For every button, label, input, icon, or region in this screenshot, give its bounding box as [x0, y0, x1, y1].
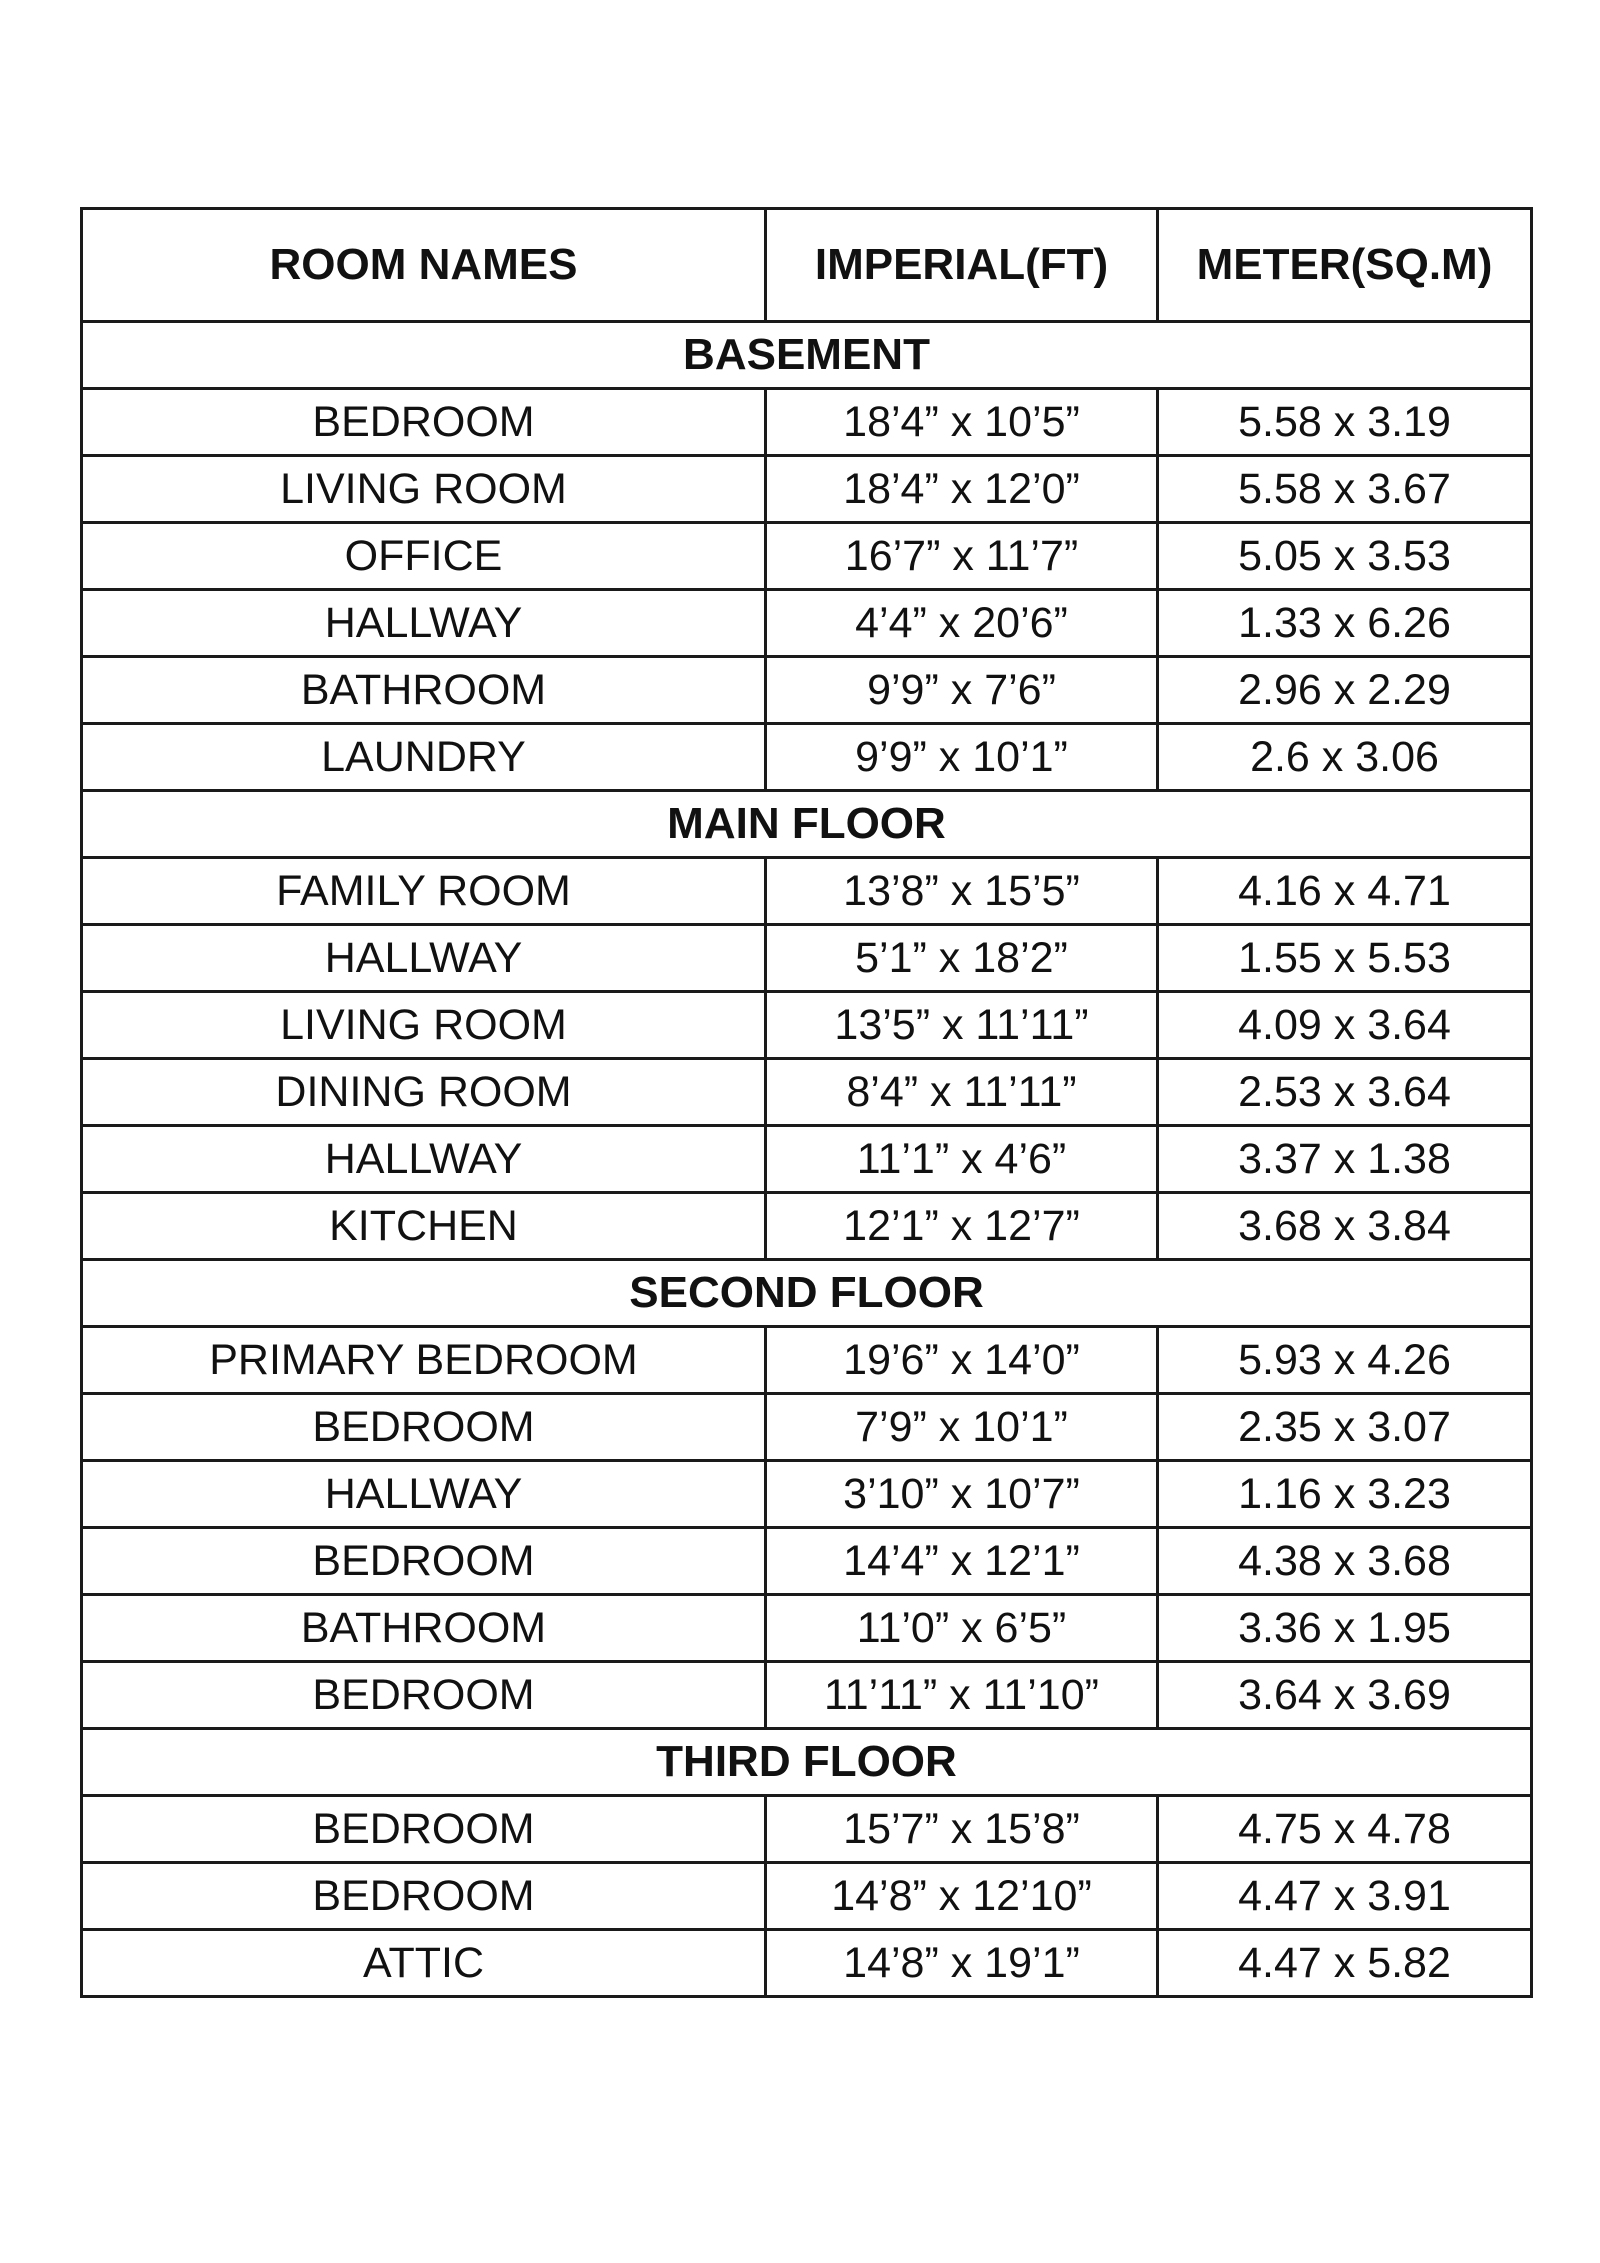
room-name-cell: DINING ROOM [82, 1059, 766, 1126]
table-row [82, 389, 1532, 456]
metric-cell: 2.35 x 3.07 [1158, 1394, 1532, 1461]
metric-cell: 5.93 x 4.26 [1158, 1327, 1532, 1394]
header-room-names: ROOM NAMES [82, 209, 766, 322]
header-metric: METER(SQ.M) [1158, 209, 1532, 322]
imperial-cell: 14’8” x 12’10” [766, 1863, 1158, 1930]
table-row [82, 1930, 1532, 1997]
imperial-cell: 11’1” x 4’6” [766, 1126, 1158, 1193]
table-row [82, 1662, 1532, 1729]
room-name-cell: BEDROOM [82, 1394, 766, 1461]
metric-cell: 5.58 x 3.19 [1158, 389, 1532, 456]
section-row [82, 322, 1532, 389]
imperial-cell: 18’4” x 10’5” [766, 389, 1158, 456]
room-name-cell: BATHROOM [82, 1595, 766, 1662]
table-row [82, 858, 1532, 925]
imperial-cell: 5’1” x 18’2” [766, 925, 1158, 992]
table-row [82, 590, 1532, 657]
section-title: BASEMENT [82, 322, 1532, 389]
header-row [82, 209, 1532, 322]
imperial-cell: 7’9” x 10’1” [766, 1394, 1158, 1461]
room-name-cell: KITCHEN [82, 1193, 766, 1260]
imperial-cell: 16’7” x 11’7” [766, 523, 1158, 590]
table-header [82, 209, 1532, 322]
imperial-cell: 15’7” x 15’8” [766, 1796, 1158, 1863]
room-name-cell: HALLWAY [82, 925, 766, 992]
table-row [82, 456, 1532, 523]
table-row [82, 1863, 1532, 1930]
imperial-cell: 8’4” x 11’11” [766, 1059, 1158, 1126]
section-title: SECOND FLOOR [82, 1260, 1532, 1327]
room-name-cell: BEDROOM [82, 1796, 766, 1863]
room-dimensions-table [80, 207, 1533, 1998]
section-row [82, 1260, 1532, 1327]
imperial-cell: 14’8” x 19’1” [766, 1930, 1158, 1997]
table-row [82, 1394, 1532, 1461]
metric-cell: 4.38 x 3.68 [1158, 1528, 1532, 1595]
room-name-cell: LIVING ROOM [82, 456, 766, 523]
table-row [82, 992, 1532, 1059]
imperial-cell: 4’4” x 20’6” [766, 590, 1158, 657]
room-name-cell: HALLWAY [82, 1461, 766, 1528]
table-body [82, 322, 1532, 1997]
room-name-cell: LIVING ROOM [82, 992, 766, 1059]
imperial-cell: 12’1” x 12’7” [766, 1193, 1158, 1260]
imperial-cell: 11’11” x 11’10” [766, 1662, 1158, 1729]
room-name-cell: ATTIC [82, 1930, 766, 1997]
metric-cell: 5.05 x 3.53 [1158, 523, 1532, 590]
metric-cell: 3.68 x 3.84 [1158, 1193, 1532, 1260]
room-name-cell: BEDROOM [82, 1662, 766, 1729]
metric-cell: 1.33 x 6.26 [1158, 590, 1532, 657]
imperial-cell: 9’9” x 7’6” [766, 657, 1158, 724]
header-imperial: IMPERIAL(FT) [766, 209, 1158, 322]
metric-cell: 4.47 x 5.82 [1158, 1930, 1532, 1997]
imperial-cell: 9’9” x 10’1” [766, 724, 1158, 791]
imperial-cell: 19’6” x 14’0” [766, 1327, 1158, 1394]
room-name-cell: HALLWAY [82, 1126, 766, 1193]
section-title: THIRD FLOOR [82, 1729, 1532, 1796]
table-row [82, 1461, 1532, 1528]
room-name-cell: PRIMARY BEDROOM [82, 1327, 766, 1394]
metric-cell: 3.37 x 1.38 [1158, 1126, 1532, 1193]
imperial-cell: 18’4” x 12’0” [766, 456, 1158, 523]
table-row [82, 925, 1532, 992]
section-title: MAIN FLOOR [82, 791, 1532, 858]
section-row [82, 1729, 1532, 1796]
metric-cell: 2.6 x 3.06 [1158, 724, 1532, 791]
metric-cell: 1.16 x 3.23 [1158, 1461, 1532, 1528]
section-row [82, 791, 1532, 858]
table-row [82, 724, 1532, 791]
table-row [82, 1126, 1532, 1193]
imperial-cell: 11’0” x 6’5” [766, 1595, 1158, 1662]
metric-cell: 3.36 x 1.95 [1158, 1595, 1532, 1662]
table-row [82, 1059, 1532, 1126]
imperial-cell: 13’5” x 11’11” [766, 992, 1158, 1059]
metric-cell: 3.64 x 3.69 [1158, 1662, 1532, 1729]
metric-cell: 2.53 x 3.64 [1158, 1059, 1532, 1126]
room-name-cell: LAUNDRY [82, 724, 766, 791]
metric-cell: 5.58 x 3.67 [1158, 456, 1532, 523]
room-name-cell: BATHROOM [82, 657, 766, 724]
metric-cell: 1.55 x 5.53 [1158, 925, 1532, 992]
table-row [82, 523, 1532, 590]
metric-cell: 2.96 x 2.29 [1158, 657, 1532, 724]
room-name-cell: BEDROOM [82, 1863, 766, 1930]
table-row [82, 1796, 1532, 1863]
metric-cell: 4.75 x 4.78 [1158, 1796, 1532, 1863]
room-name-cell: BEDROOM [82, 1528, 766, 1595]
metric-cell: 4.47 x 3.91 [1158, 1863, 1532, 1930]
table-row [82, 1193, 1532, 1260]
table-row [82, 1327, 1532, 1394]
table-row [82, 1595, 1532, 1662]
imperial-cell: 13’8” x 15’5” [766, 858, 1158, 925]
imperial-cell: 14’4” x 12’1” [766, 1528, 1158, 1595]
imperial-cell: 3’10” x 10’7” [766, 1461, 1158, 1528]
table-row [82, 657, 1532, 724]
room-name-cell: OFFICE [82, 523, 766, 590]
metric-cell: 4.09 x 3.64 [1158, 992, 1532, 1059]
room-name-cell: FAMILY ROOM [82, 858, 766, 925]
room-dimensions-sheet [80, 207, 1530, 1998]
room-name-cell: HALLWAY [82, 590, 766, 657]
metric-cell: 4.16 x 4.71 [1158, 858, 1532, 925]
table-row [82, 1528, 1532, 1595]
room-name-cell: BEDROOM [82, 389, 766, 456]
